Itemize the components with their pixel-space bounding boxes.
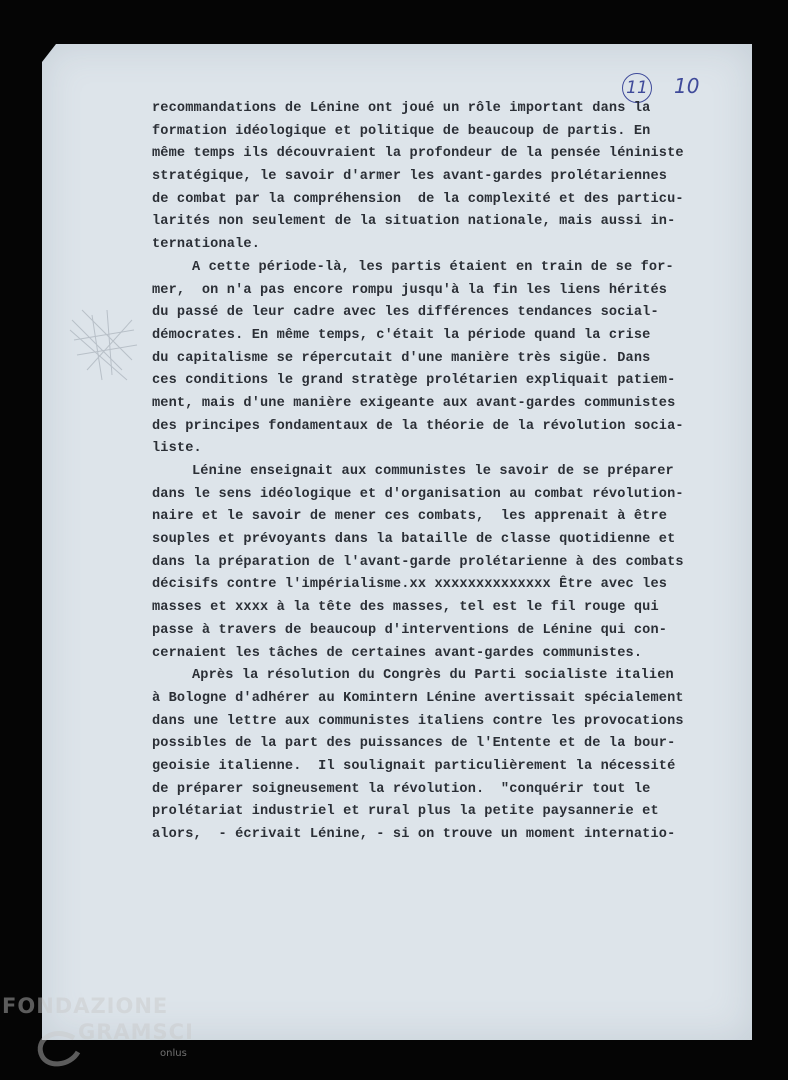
text-line: du capitalisme se répercutait d'une manière très sigüe. Dans: [152, 350, 651, 366]
text-line: naire et le savoir de mener ces combats, les apprenait à être: [152, 509, 668, 525]
text-line: stratégique, le savoir d'armer les avant-gardes prolétariennes: [152, 169, 668, 185]
text-line: de combat par la compréhension de la complexité et des particu-: [152, 191, 684, 207]
text-line: cernaient les tâches de certaines avant-gardes communistes.: [152, 645, 643, 661]
text-line: geoisie italienne. Il soulignait particulièrement la nécessité: [152, 758, 676, 774]
text-line: ment, mais d'une manière exigeante aux avant-gardes communistes: [152, 395, 676, 411]
text-line: mer, on n'a pas encore rompu jusqu'à la fin les liens hérités: [152, 282, 668, 298]
watermark-name-line1: FONDAZIONE: [2, 994, 169, 1018]
text-line: de préparer soigneusement la révolution. "conquérir tout le: [152, 781, 651, 797]
circled-folio-number: 11: [622, 73, 652, 103]
text-line: A cette période-là, les partis étaient en train de se for-: [192, 259, 674, 275]
text-line: ces conditions le grand stratège prolétarien expliquait patiem-: [152, 373, 676, 389]
text-line: liste.: [152, 441, 202, 457]
text-line: souples et prévoyants dans la bataille de classe quotidienne et: [152, 532, 676, 548]
text-line: démocrates. En même temps, c'était la période quand la crise: [152, 327, 651, 343]
pencil-scribble-mark: [62, 300, 152, 390]
text-line: larités non seulement de la situation nationale, mais aussi in-: [152, 214, 676, 230]
text-line: des principes fondamentaux de la théorie de la révolution socia-: [152, 418, 684, 434]
text-line: même temps ils découvraient la profondeur de la pensée léniniste: [152, 146, 684, 162]
text-line: passe à travers de beaucoup d'interventions de Lénine qui con-: [152, 622, 668, 638]
text-line: dans une lettre aux communistes italiens contre les provocations: [152, 713, 684, 729]
page-number: 10: [674, 74, 700, 98]
typewritten-text: [152, 98, 742, 847]
text-line: prolétariat industriel et rural plus la petite paysannerie et: [152, 804, 659, 820]
text-line: alors, - écrivait Lénine, - si on trouve un moment internatio-: [152, 827, 676, 842]
text-line: formation idéologique et politique de beaucoup de partis. En: [152, 123, 651, 139]
text-line: décisifs contre l'impérialisme.xx xxxxxxxxxxxxxx Être avec les: [152, 577, 668, 593]
text-line: Lénine enseignait aux communistes le savoir de se préparer: [192, 464, 674, 479]
text-line: dans la préparation de l'avant-garde prolétarienne à des combats: [152, 554, 684, 570]
text-line: masses et xxxx à la tête des masses, tel est le fil rouge qui: [152, 600, 659, 616]
text-line: possibles de la part des puissances de l'Entente et de la bour-: [152, 736, 676, 752]
text-line: Après la résolution du Congrès du Parti socialiste italien: [192, 668, 674, 684]
gramsci-logo-icon: [34, 1030, 84, 1070]
text-line: à Bologne d'adhérer au Komintern Lénine avertissait spécialement: [152, 690, 684, 706]
watermark-subtitle: onlus: [160, 1048, 187, 1059]
text-line: dans le sens idéologique et d'organisation au combat révolution-: [152, 486, 684, 502]
fondazione-gramsci-watermark: [0, 992, 200, 1072]
text-line: du passé de leur cadre avec les différences tendances social-: [152, 305, 659, 321]
watermark-name-line2: GRAMSCI: [78, 1020, 194, 1044]
text-line: recommandations de Lénine ont joué un rôle important dans la: [152, 101, 651, 116]
text-line: ternationale.: [152, 237, 260, 253]
